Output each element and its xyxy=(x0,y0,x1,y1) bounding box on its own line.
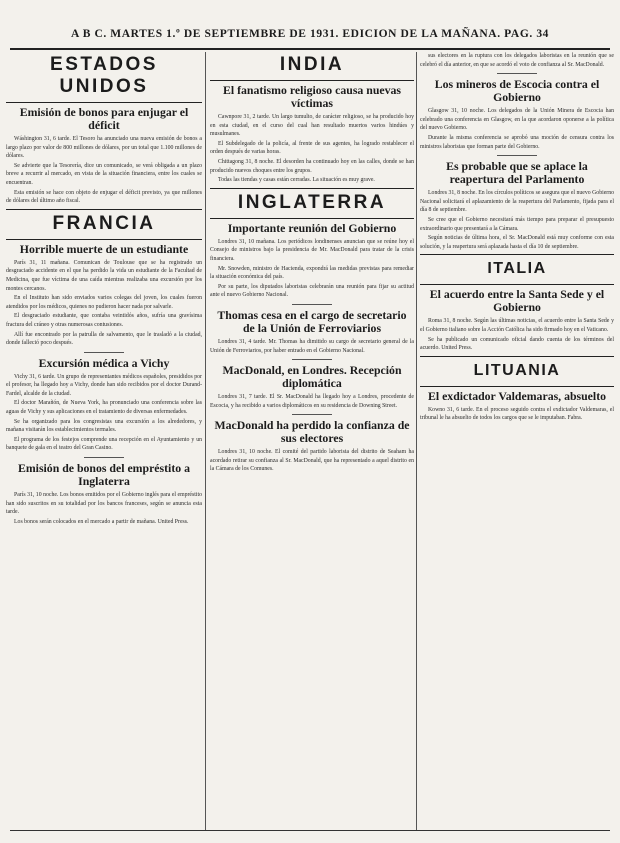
article-headline: El exdictador Valdemaras, absuelto xyxy=(427,388,607,403)
article-paragraph: Londres 31, 10 mañana. Los periódicos londinenses anuncian que se reúne hoy el Consejo de ministros bajo la presidencia de Mr. MacDonald para tratar de la crisis financiera. xyxy=(210,238,414,262)
article-paragraph: Wáshington 31, 6 tarde. El Tesoro ha anunciado una nueva emisión de bonos a largo plazo por valor de 800 millones de dólares, por un total que 1.100 millones de dólares. xyxy=(6,136,202,160)
article-headline: El fanatismo religioso causa nuevas víctimas xyxy=(222,83,402,110)
divider xyxy=(420,356,614,357)
article-headline: Horrible muerte de un estudiante xyxy=(19,241,189,256)
article-paragraph: Durante la misma conferencia se aprobó una moción de censura contra los ministros laboristas que forman parte del Gobierno. xyxy=(420,134,614,150)
article-headline: Excursión médica a Vichy xyxy=(38,355,170,370)
article-paragraph: Por su parte, los diputados laboristas celebrarán una reunión para fijar su actitud ante el nuevo Gobierno Nacional. xyxy=(210,283,414,299)
article-headline: Importante reunión del Gobierno xyxy=(227,220,397,235)
section-title: LITUANIA xyxy=(473,361,561,379)
section-title: FRANCIA xyxy=(52,212,156,234)
article-paragraph: Londres 31, 4 tarde. Mr. Thomas ha dimitido su cargo de secretario general de la Unión de Ferroviarios, por haber entrado en el Gobierno Nacional. xyxy=(210,338,414,354)
article-paragraph: París 31, 11 mañana. Comunican de Toulouse que se ha registrado un desgraciado accidente en el que ha perdido la vida un estudiante de la Facultad de Medicina, que fue víctima de una caída mientras realizaba una excursión por los montes cercanos. xyxy=(6,259,202,292)
divider xyxy=(420,386,614,387)
article-paragraph: Mr. Snowden, ministro de Hacienda, expondrá las medidas previstas para remediar la situación económica del país. xyxy=(210,265,414,281)
column-3 xyxy=(420,52,614,830)
column-1 xyxy=(6,52,202,830)
article-headline: MacDonald, en Londres. Recepción diplomática xyxy=(222,363,402,391)
article-headline: Emisión de bonos del empréstito a Inglaterra xyxy=(17,461,191,489)
article-paragraph: Glasgow 31, 10 noche. Los delegados de la Unión Minera de Escocia han celebrado una conferencia en Glasgow, en la que acordaron oponerse a la política del nuevo Gobierno. xyxy=(420,108,614,132)
article-paragraph: Roma 31, 8 noche. Según las últimas noticias, el acuerdo entre la Santa Sede y el Gobierno italiano sobre la Acción Católica ha sido firmado hoy en el Vaticano. xyxy=(420,318,614,333)
article-paragraph: Cawnpore 31, 2 tarde. Un largo tumulto, de carácter religioso, se ha producido hoy en esta ciudad, en el curso del cual han resultado muertos varios hindúes y musulmanes. xyxy=(210,114,414,138)
article-paragraph: Chittagong 31, 8 noche. El desorden ha continuado hoy en las calles, donde se han producido nuevos choques entre los grupos. xyxy=(210,158,414,174)
article-paragraph: Se advierte que la Tesorería, dice un comunicado, se verá obligada a un plazo breve a recurrir al mercado, en vista de la situación financiera, entre los cuales se encuentran. xyxy=(6,162,202,186)
article-headline: Emisión de bonos para enjugar el déficit xyxy=(19,105,189,132)
footer-rule xyxy=(10,830,610,831)
article-paragraph: En el Instituto han sido enviados varios colegas del joven, los cuales fueron atendidos por los médicos, quienes no pudieron hacer nada por salvarle. xyxy=(6,295,202,310)
divider xyxy=(497,155,537,156)
article-headline: Thomas cesa en el cargo de secretario de la Unión de Ferroviarios xyxy=(217,307,407,335)
article-paragraph: Esta emisión se hace con objeto de enjugar el déficit previsto, ya que millones de dólares del último año fiscal. xyxy=(6,189,202,205)
section-title: ITALIA xyxy=(487,260,547,278)
section-title: INGLATERRA xyxy=(237,191,387,213)
article-paragraph: El programa de los festejos comprende una recepción en el Ayuntamiento y un banquete de gala en el teatro del Gran Casino. xyxy=(6,436,202,452)
article-paragraph: Allí fue encontrado por la patrulla de salvamento, que le trasladó a la ciudad, donde falleció poco después. xyxy=(6,331,202,347)
article-paragraph: Los bonos serán colocados en el mercado a partir de mañana. United Press. xyxy=(14,518,189,525)
article-paragraph: sus electores en la ruptura con los delegados laboristas en la reunión que se celebró el día anterior, en que se acordó el voto de confianza al Sr. MacDonald. xyxy=(420,53,614,68)
article-paragraph: Todas las tiendas y casas están cerradas. La situación es muy grave. xyxy=(218,177,375,184)
divider xyxy=(6,209,202,210)
divider xyxy=(210,188,414,189)
article-paragraph: Vichy 31, 6 tarde. Un grupo de representantes médicos españoles, presididos por el profesor, ha llegado hoy a Vichy, donde han sido recibidos por el doctor Durand-Fardel, alcalde de la ciudad. xyxy=(6,373,202,397)
divider xyxy=(210,218,414,219)
section-title: INDIA xyxy=(279,54,345,75)
article-paragraph: Se cree que el Gobierno necesitará más tiempo para preparar el presupuesto extraordinario que presentará a la Cámara. xyxy=(420,216,614,232)
divider xyxy=(84,352,124,353)
article-paragraph: Londres 31, 7 tarde. El Sr. MacDonald ha llegado hoy a Londres, procedente de Escocia, y ha recibido a varios diplomáticos en su residencia de Downing Street. xyxy=(210,394,414,409)
page-header: A B C. MARTES 1.º DE SEPTIEMBRE DE 1931. EDICION DE LA MAÑANA. PAG. 34 xyxy=(70,28,550,40)
column-divider xyxy=(205,52,206,830)
article-headline: Los mineros de Escocia contra el Gobierno xyxy=(434,77,600,105)
article-paragraph: El Subdelegado de la policía, al frente de sus agentes, ha logrado restablecer el orden después de varias horas. xyxy=(210,140,414,156)
divider xyxy=(6,239,202,240)
article-paragraph: Según noticias de última hora, el Sr. MacDonald está muy conforme con esta solución, y la reapertura será aplazada hasta el día 10 de septiembre. xyxy=(420,235,614,250)
divider xyxy=(420,254,614,255)
article-headline: MacDonald ha perdido la confianza de sus electores xyxy=(214,418,410,446)
column-2 xyxy=(210,52,414,830)
divider xyxy=(292,359,332,360)
divider xyxy=(292,304,332,305)
divider xyxy=(420,284,614,285)
article-headline: Es probable que se aplace la reapertura del Parlamento xyxy=(446,159,588,187)
header-rule xyxy=(10,48,610,50)
column-divider xyxy=(416,52,417,830)
article-paragraph: El desgraciado estudiante, que contaba veintidós años, sufría una gravísima fractura del cráneo y otras numerosas contusiones. xyxy=(6,313,202,328)
article-paragraph: Kowno 31, 6 tarde. En el proceso seguido contra el exdictador Valdemaras, el tribunal le ha absuelto de todos los cargos que se le imputaban. Fabra. xyxy=(420,406,614,422)
divider xyxy=(292,414,332,415)
article-paragraph: El doctor Marañón, de Nueva York, ha pronunciado una conferencia sobre las aguas de Vichy y sus aplicaciones en el tratamiento de diversas enfermedades. xyxy=(6,400,202,416)
section-title: ESTADOS UNIDOS xyxy=(50,54,158,97)
divider xyxy=(84,457,124,458)
divider xyxy=(497,73,537,74)
article-headline: El acuerdo entre la Santa Sede y el Gobierno xyxy=(429,287,605,315)
article-paragraph: Se ha organizado para los congresistas una excursión a los alrededores, y mañana visitarán los establecimientos termales. xyxy=(6,418,202,434)
article-paragraph: París 31, 10 noche. Los bonos emitidos por el Gobierno inglés para el empréstito han sido suscritos en su totalidad por los bancos franceses, según se anuncia esta tarde. xyxy=(6,492,202,516)
article-paragraph: Se ha publicado un comunicado oficial dando cuenta de los términos del acuerdo. United Press. xyxy=(420,336,614,352)
article-paragraph: Londres 31, 8 noche. En los círculos políticos se asegura que el nuevo Gobierno Nacional solicitará el aplazamiento de la reapertura del Parlamento, fijada para el día 8 de septiembre. xyxy=(420,190,614,214)
divider xyxy=(210,80,414,81)
divider xyxy=(6,102,202,103)
article-paragraph: Londres 31, 10 noche. El comité del partido laborista del distrito de Seaham ha acordado retirar su confianza al Sr. MacDonald, que ha representado a aquel distrito en la Cámara de los Comunes. xyxy=(210,449,414,473)
